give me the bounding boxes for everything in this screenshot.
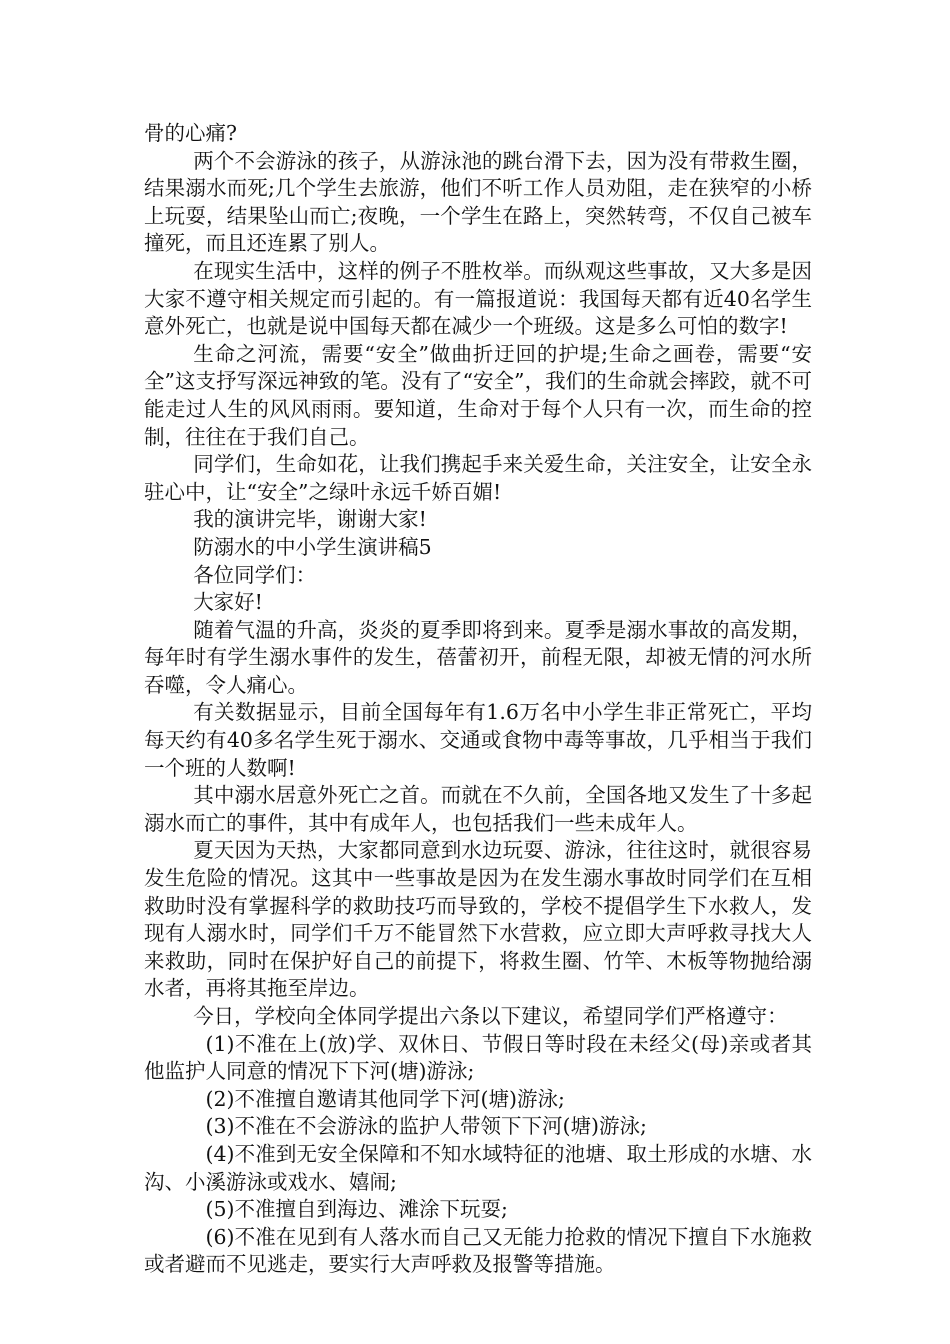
- list-item: (3)不准在不会游泳的监护人带领下下河(塘)游泳;: [205, 1114, 647, 1139]
- paragraph: 有关数据显示，目前全国每年有1.6万名中小学生非正常死亡，平均每天约有40多名学生死于溺水、交通或食物中毒等事故，几乎相当于我们一个班的人数啊!: [144, 700, 812, 780]
- paragraph: 今日，学校向全体同学提出六条以下建议，希望同学们严格遵守：: [193, 1004, 788, 1028]
- document-page: [144, 120, 812, 1279]
- salutation: 各位同学们：: [193, 562, 317, 587]
- list-item: (1)不准在上(放)学、双休日、节假日等时段在未经父(母)亲或者其他监护人同意的情况下下河(塘)游泳;: [144, 1031, 812, 1084]
- paragraph: 两个不会游泳的孩子，从游泳池的跳台滑下去，因为没有带救生圈，结果溺水而死;几个学生去旅游，他们不听工作人员劝阻，走在狭窄的小桥上玩耍，结果坠山而亡;夜晚，一个学生在路上，突然转弯，不仅自己被车撞死，而且还连累了别人。: [144, 148, 812, 256]
- paragraph: 我的演讲完毕，谢谢大家!: [193, 507, 427, 532]
- list-item: (2)不准擅自邀请其他同学下河(塘)游泳;: [205, 1086, 565, 1111]
- greeting: 大家好!: [193, 590, 263, 615]
- paragraph: 随着气温的升高，炎炎的夏季即将到来。夏季是溺水事故的高发期，每年时有学生溺水事件的发生，蓓蕾初开，前程无限，却被无情的河水所吞噬，令人痛心。: [144, 617, 812, 697]
- list-item: (6)不准在见到有人落水而自己又无能力抢救的情况下擅自下水施救或者避而不见逃走，要实行大声呼救及报警等措施。: [144, 1224, 812, 1277]
- paragraph: 同学们，生命如花，让我们携起手来关爱生命，关注安全，让安全永驻心中，让“安全”之绿叶永远千娇百媚!: [144, 452, 812, 504]
- section-heading: 防溺水的中小学生演讲稿5: [193, 534, 432, 559]
- list-item: (4)不准到无安全保障和不知水域特征的池塘、取土形成的水塘、水沟、小溪游泳或戏水、嬉闹;: [144, 1141, 812, 1194]
- paragraph: 其中溺水居意外死亡之首。而就在不久前，全国各地又发生了十多起溺水而亡的事件，其中有成年人，也包括我们一些未成年人。: [144, 783, 812, 835]
- paragraph: 夏天因为天热，大家都同意到水边玩耍、游泳，往往这时，就很容易发生危险的情况。这其中一些事故是因为在发生溺水事故时同学们在互相救助时没有掌握科学的救助技巧而导致的，学校不提倡学生下水救人，发现有人溺水时，同学们千万不能冒然下水营救，应立即大声呼救寻找大人来救助，同时在保护好自己的前提下，将救生圈、竹竿、木板等物抛给溺水者，再将其拖至岸边。: [144, 838, 812, 1001]
- list-item: (5)不准擅自到海边、滩涂下玩耍;: [205, 1197, 508, 1222]
- paragraph: 生命之河流，需要“安全”做曲折迂回的护堤;生命之画卷，需要“安全”这支抒写深远神致的笔。没有了“安全”，我们的生命就会摔跤，就不可能走过人生的风风雨雨。要知道，生命对于每个人只有一次，而生命的控制，往往在于我们自己。: [144, 341, 812, 449]
- paragraph: 骨的心痛?: [144, 121, 237, 145]
- paragraph: 在现实生活中，这样的例子不胜枚举。而纵观这些事故，又大多是因大家不遵守相关规定而引起的。有一篇报道说：我国每天都有近40名学生意外死亡，也就是说中国每天都在减少一个班级。这是多么可怕的数字!: [144, 258, 812, 339]
